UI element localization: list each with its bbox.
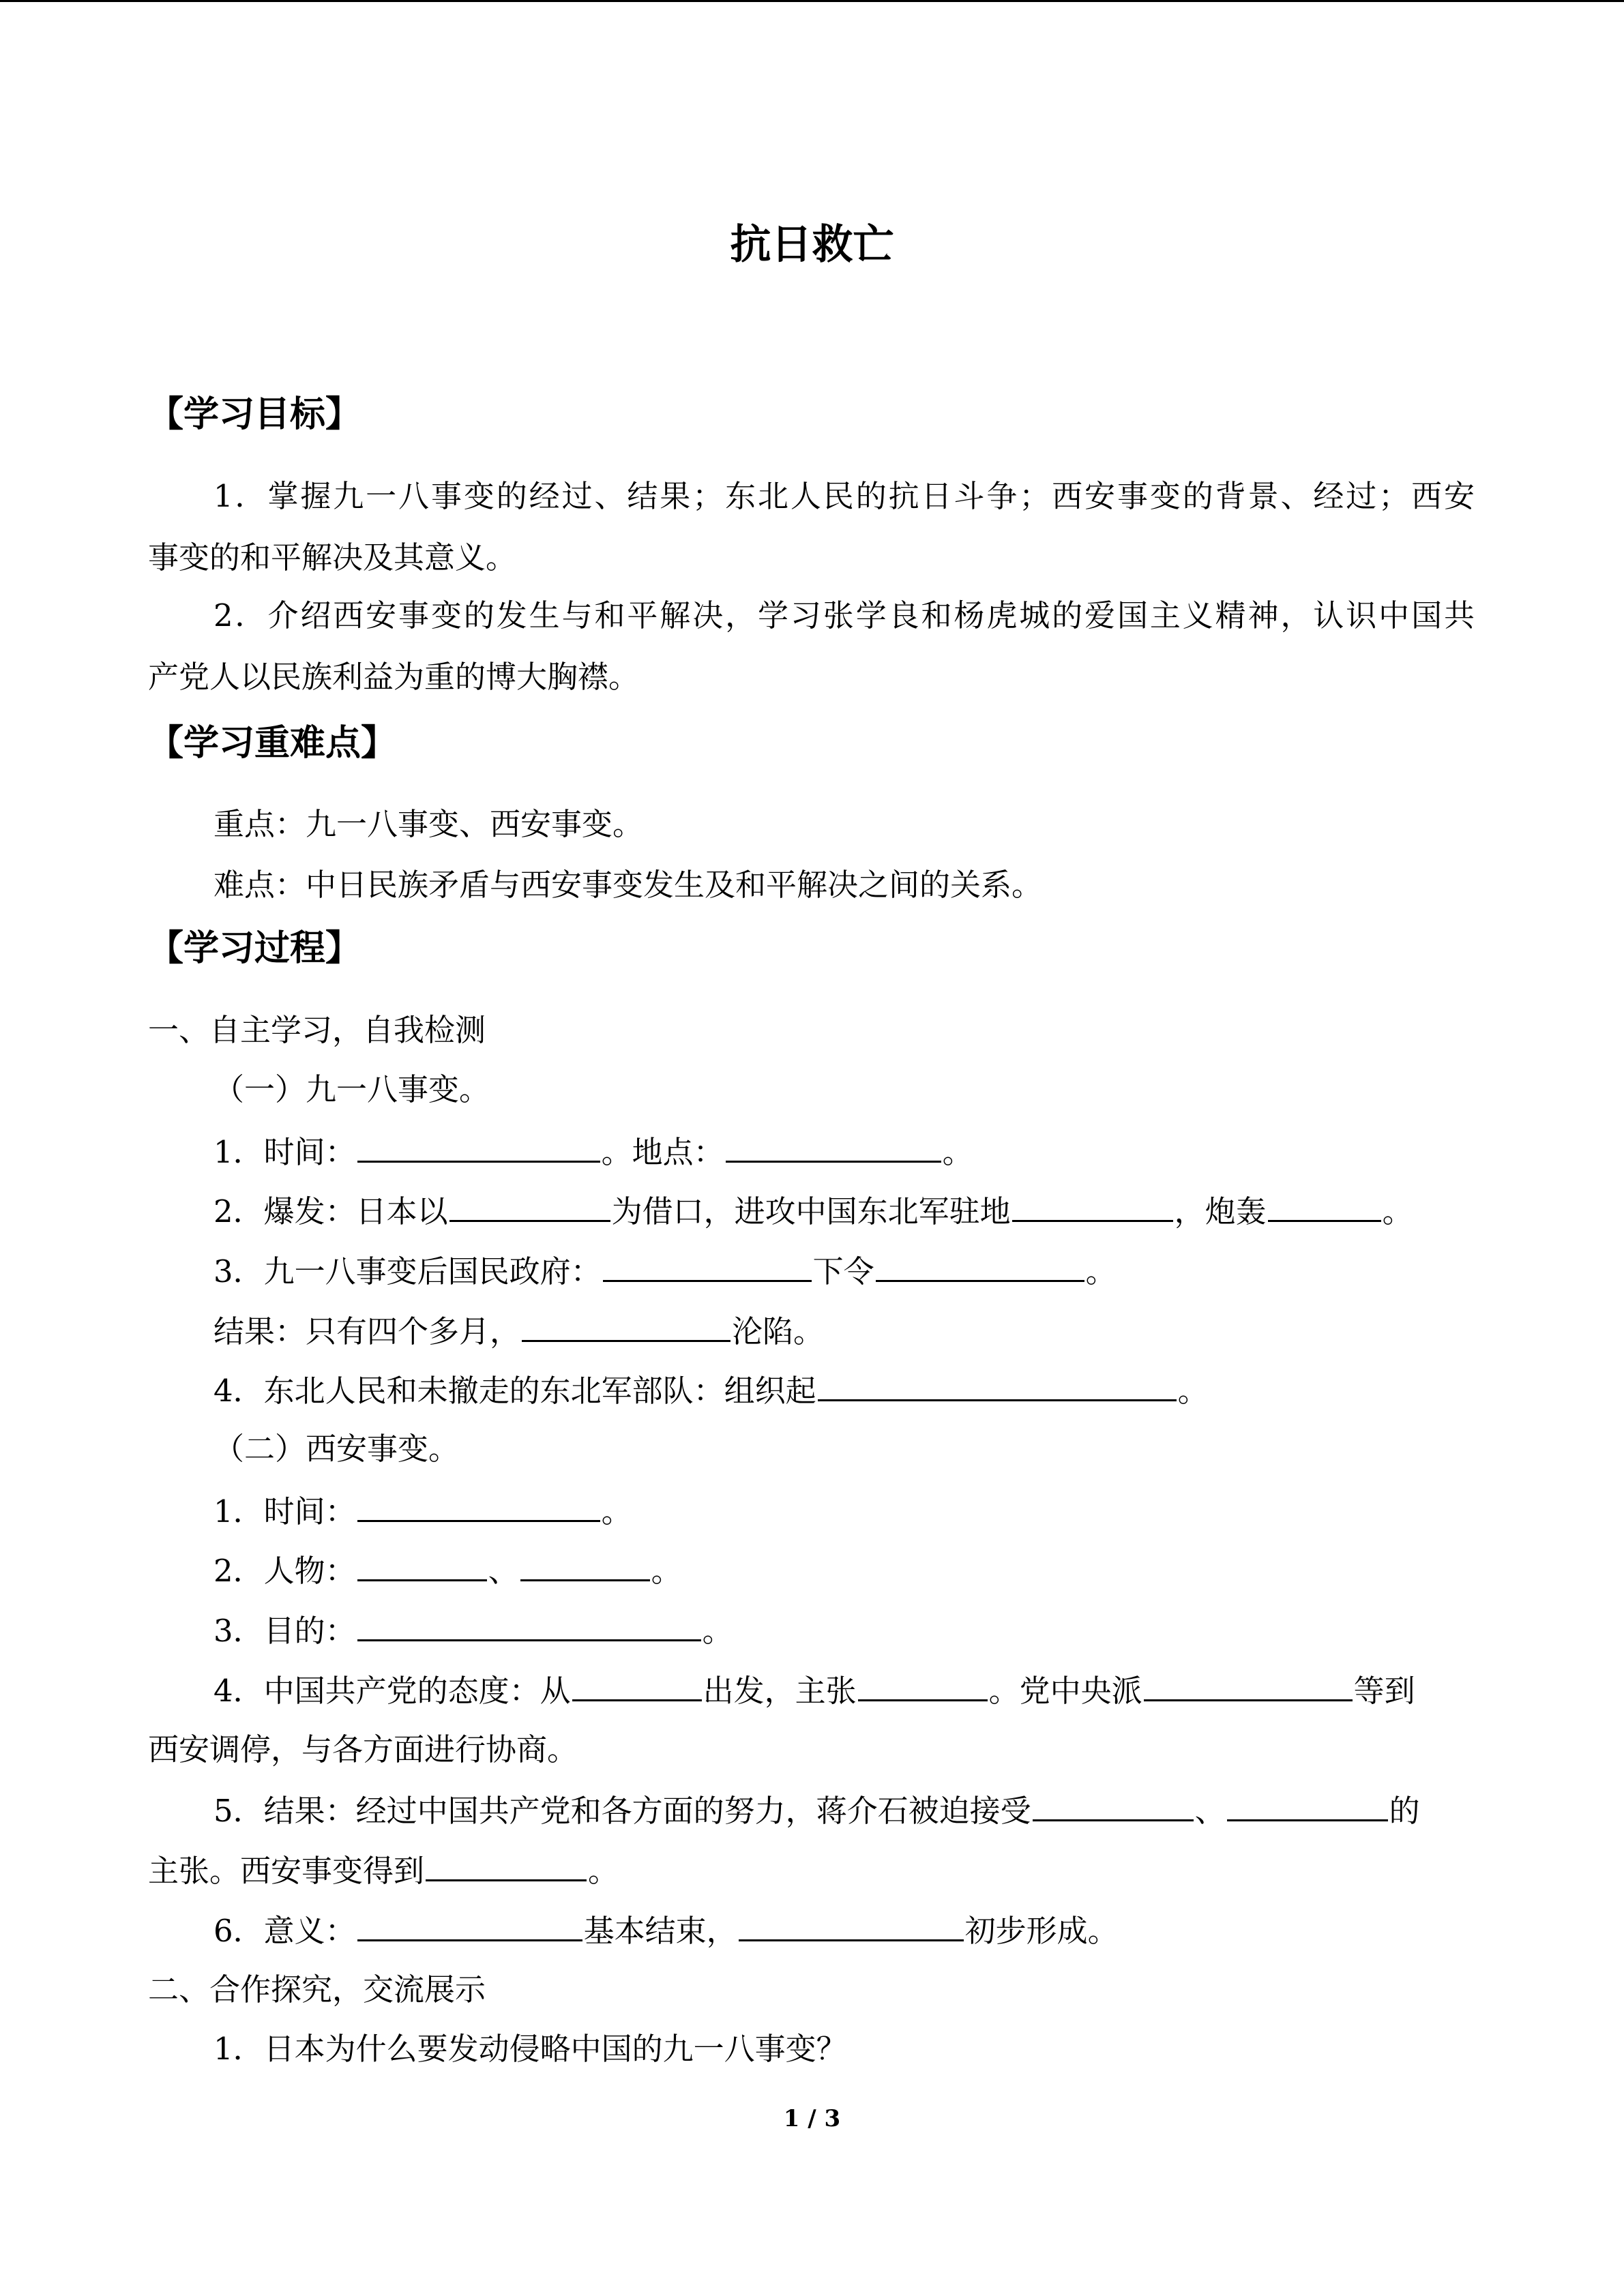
- subsection-xian: （二）西安事变。: [213, 1431, 460, 1467]
- answer-blank[interactable]: [572, 1669, 702, 1701]
- discussion-question-1: 1．日本为什么要发动侵略中国的九一八事变？: [213, 2031, 847, 2067]
- answer-blank[interactable]: [603, 1250, 812, 1282]
- answer-blank[interactable]: [1033, 1789, 1194, 1821]
- question-xian-people: 2．人物： 、 。: [213, 1549, 682, 1590]
- answer-blank[interactable]: [449, 1190, 610, 1222]
- answer-blank[interactable]: [876, 1250, 1084, 1282]
- answer-blank[interactable]: [357, 1609, 701, 1641]
- answer-blank[interactable]: [357, 1131, 600, 1163]
- part-1-heading: 一、自主学习，自我检测: [148, 1012, 486, 1048]
- answer-blank[interactable]: [818, 1369, 1177, 1401]
- answer-blank[interactable]: [1012, 1190, 1173, 1222]
- part-2-heading: 二、合作探究，交流展示: [148, 1971, 486, 2008]
- goal-1-line-1: 1．掌握九一八事变的经过、结果；东北人民的抗日斗争；西安事变的背景、经过；西安: [213, 478, 1475, 514]
- question-918-outbreak: 2．爆发：日本以 为借口，进攻中国东北军驻地 ，炮轰 。: [213, 1190, 1413, 1231]
- page-number: 1 / 3: [783, 2105, 841, 2132]
- question-918-government: 3．九一八事变后国民政府： 下令 。: [213, 1250, 1117, 1291]
- question-xian-ccp-attitude-cont: 西安调停，与各方面进行协商。: [148, 1731, 578, 1768]
- key-point: 重点：九一八事变、西安事变。: [213, 806, 644, 842]
- question-918-time-place: 1．时间： 。地点： 。: [213, 1131, 973, 1172]
- section-heading-goals: 【学习目标】: [148, 394, 361, 435]
- goal-2-line-1: 2．介绍西安事变的发生与和平解决，学习张学良和杨虎城的爱国主义精神，认识中国共: [213, 597, 1475, 633]
- subsection-918: （一）九一八事变。: [213, 1071, 490, 1107]
- section-heading-key-points: 【学习重难点】: [148, 723, 397, 764]
- question-xian-purpose: 3．目的： 。: [213, 1609, 733, 1650]
- answer-blank[interactable]: [1227, 1789, 1388, 1821]
- question-918-resistance: 4．东北人民和未撤走的东北军部队：组织起 。: [213, 1369, 1209, 1410]
- question-xian-result: 5．结果：经过中国共产党和各方面的努力，蒋介石被迫接受 、 的: [213, 1789, 1420, 1830]
- question-xian-significance: 6．意义： 基本结束， 初步形成。: [213, 1909, 1119, 1950]
- answer-blank[interactable]: [858, 1669, 988, 1701]
- question-xian-time: 1．时间： 。: [213, 1490, 632, 1531]
- answer-blank[interactable]: [739, 1909, 964, 1941]
- answer-blank[interactable]: [357, 1909, 582, 1941]
- answer-blank[interactable]: [357, 1549, 487, 1581]
- answer-blank[interactable]: [1268, 1190, 1381, 1222]
- answer-blank[interactable]: [426, 1849, 587, 1881]
- section-heading-process: 【学习过程】: [148, 928, 361, 969]
- document-title: 抗日救亡: [730, 221, 894, 269]
- answer-blank[interactable]: [726, 1131, 941, 1163]
- answer-blank[interactable]: [1144, 1669, 1353, 1701]
- answer-blank[interactable]: [520, 1549, 650, 1581]
- answer-blank[interactable]: [522, 1310, 730, 1342]
- question-xian-result-cont: 主张。西安事变得到 。: [148, 1849, 619, 1890]
- question-918-result: 结果：只有四个多月， 沦陷。: [213, 1310, 824, 1351]
- question-xian-ccp-attitude: 4．中国共产党的态度：从 出发，主张 。党中央派 等到: [213, 1669, 1415, 1710]
- answer-blank[interactable]: [357, 1490, 600, 1522]
- difficult-point: 难点：中日民族矛盾与西安事变发生及和平解决之间的关系。: [213, 867, 1043, 903]
- goal-2-line-2: 产党人以民族利益为重的博大胸襟。: [148, 659, 640, 695]
- goal-1-line-2: 事变的和平解决及其意义。: [148, 539, 517, 576]
